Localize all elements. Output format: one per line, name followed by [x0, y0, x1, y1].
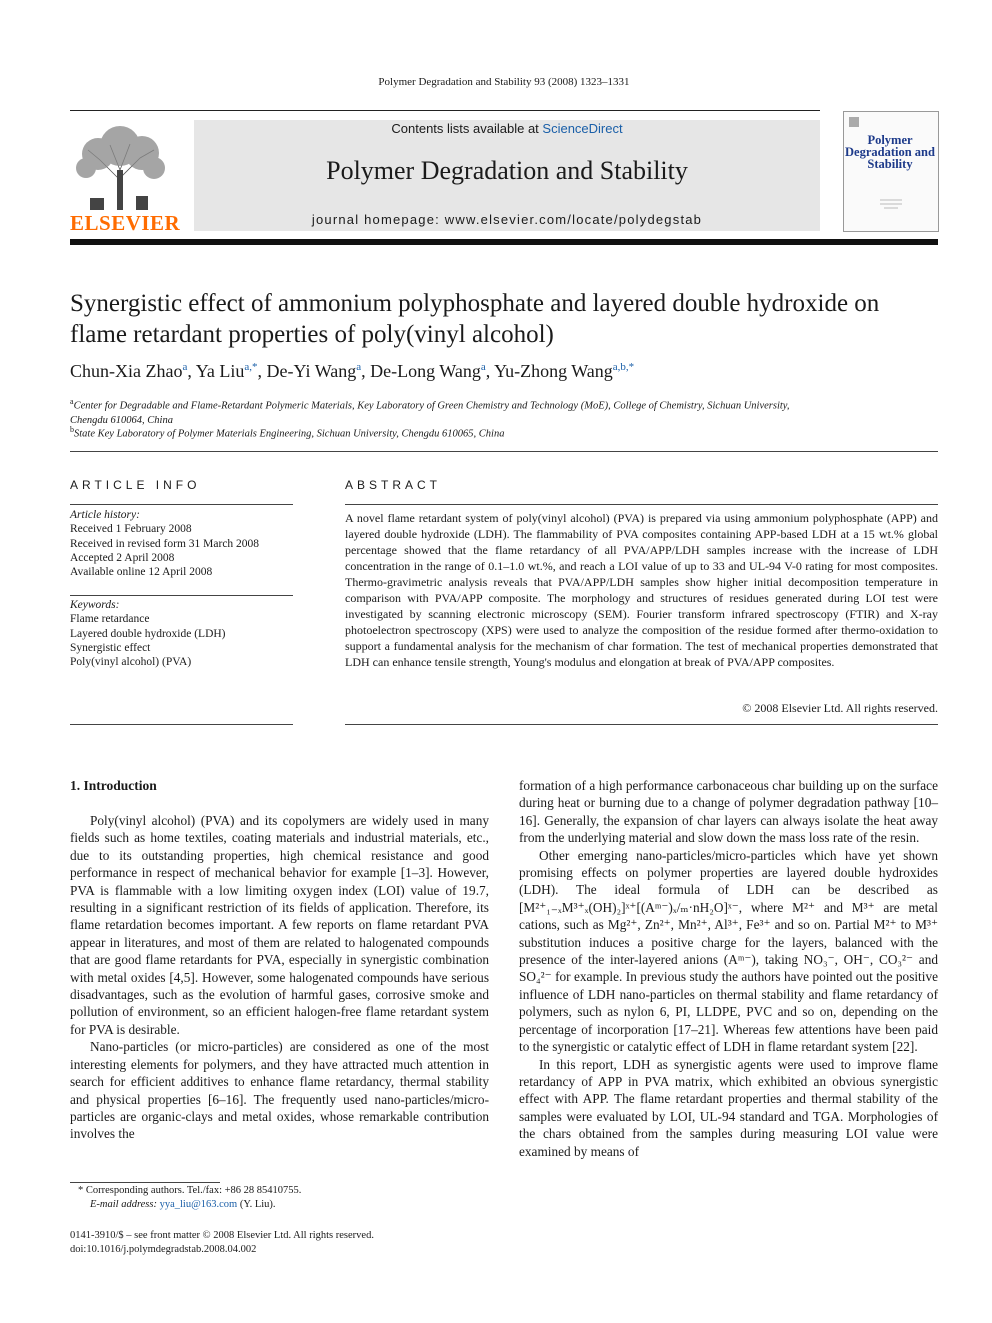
affiliation-line: Center for Degradable and Flame-Retardant Polymeric Materials, Key Laboratory of Green Chemistry and Technology (MoE), College of Chemistry, Sichuan University, — [73, 400, 790, 412]
keyword: Flame retardance — [70, 613, 150, 626]
body-paragraph: Nano-particles (or micro-particles) are considered as one of the most interesting elements for polymers, and they have attracted much attention in search for efficient additives to enhance flame retardancy, thermal stability and physical properties [6–16]. The frequently used nano-particles/micro-particles are organic-clays and metal oxides, whose remarkable contribution involves the — [70, 1039, 489, 1142]
affiliation-line: State Key Laboratory of Polymer Materials Engineering, Sichuan University, Chengdu 610065, China — [74, 428, 505, 440]
author-sup[interactable]: a,* — [244, 361, 258, 373]
history-item: Received 1 February 2008 — [70, 523, 192, 536]
article-history — [70, 508, 293, 579]
abstract-text: A novel flame retardant system of poly(vinyl alcohol) (PVA) is prepared via using ammonium polyphosphate (APP) and layered double hydroxide (LDH). The flammability of PVA composites containing APP-based LDH at a 15 wt.% global percentage showed that the flame retardancy of all PVA/APP/LDH samples increase with the increase of LDH concentration in the range of 0.1–1.0 wt.%, and reach a LOI value of up to 33 and UL-94 V-0 rating for most composites. Thermo-gravimetric analysis reveals that PVA/APP/LDH samples show higher initial decomposition temperature in comparison with PVA/APP composite. The morphology and structures of residues generated during LOI test were investigated by scanning electronic microscopy (SEM). Fourier transform infrared spectroscopy (FTIR) and X-ray photoelectron spectroscopy (XPS) were used to analyze the composition of the residue formed after thermo-oxidation to support a fundamental analysis for the mechanism of char formation. The test of mechanical properties demonstrated that LDH can enhance tensile strength, Young's modulus and elongation at break of PVA/APP composites. — [345, 511, 938, 669]
author-list: Chun-Xia Zhao$^a$, Ya Liu$^{a,*}$, De-Yi Wang$^a$, De-Long Wang$^a$, Yu-Zhong Wang$^{a,b,*}$ — [70, 361, 635, 381]
journal-homepage — [194, 212, 820, 227]
affiliation-line: Chengdu 610064, China — [70, 414, 173, 426]
keywords-label: Keywords: — [70, 599, 120, 611]
keyword: Synergistic effect — [70, 641, 151, 654]
body-paragraph: In this report, LDH as synergistic agents were used to improve flame retardancy of APP in PVA matrix, which exhibited an obvious synergistic effect with APP. The flame retardant properties and thermal stability of the samples were evaluated by LOI, UL-94 standard and TGA. Morphologies of the chars obtained from the samples during measuring LOI value were examined by means of — [519, 1056, 938, 1159]
footnote-rule — [70, 1182, 220, 1183]
body-paragraph: Poly(vinyl alcohol) (PVA) and its copolymers are widely used in many fields such as home textiles, coating materials and industrial materials, etc., due to its outstanding properties, high chemical resistance and good performance in respect of mechanical behavior for example [1–3]. However, PVA is flammable with a low limiting oxygen index (LOI) value of 19.7, resulting in a significant restriction of its fields of application. Therefore, its flame retardation becomes important. A few reports on flame retardant PVA appear in literatures, and most of them are related to halogenated compounds that are good flame retardants for PVA, especially in synergistic combination with metal oxides [4,5]. However, some halogenated compounds have serious disadvantages, such as the evolution of harmful gases, corrosive smoke and pollution of environment, so an efficient halogen-free flame retardant system for PVA is desirable. — [70, 813, 489, 1037]
contents-prefix: Contents lists available at — [391, 121, 543, 136]
history-item: Available online 12 April 2008 — [70, 566, 213, 579]
paragraph-text: Other emerging nano-particles/micro-particles which have yet shown promising effects on polymer properties are layered double hydroxides (LDH). The ideal formula of LDH can be described as — [519, 847, 938, 898]
corresponding-footnote: * Corresponding authors. Tel./fax: +86 28 85410755. — [78, 1185, 302, 1196]
journal-title: Polymer Degradation and Stability — [326, 156, 688, 185]
body-paragraph — [519, 847, 938, 1056]
author-name: Ya Liu — [195, 361, 245, 381]
body-left-column — [70, 812, 489, 1143]
body-right-column — [519, 777, 938, 1160]
history-label: Article history: — [70, 509, 140, 521]
journal-cover-icon — [843, 111, 939, 232]
publisher-logo: ELSEVIER — [70, 211, 181, 235]
history-item: Received in revised form 31 March 2008 — [70, 537, 260, 550]
keywords-rule — [70, 595, 293, 596]
contents-line — [194, 121, 820, 136]
email-link[interactable]: yya_liu@163.com — [159, 1199, 238, 1210]
author-sup[interactable]: a — [356, 361, 362, 373]
homepage-url[interactable]: www.elsevier.com/locate/polydegstab — [444, 212, 703, 227]
author-sup[interactable]: a — [480, 361, 486, 373]
article-info-rule — [70, 504, 293, 505]
affiliation-mark: b — [70, 425, 74, 434]
email-suffix: (Y. Liu). — [237, 1199, 276, 1210]
paper-title: Synergistic effect of ammonium polyphosphate and layered double hydroxide on flame retardant properties of poly(vinyl alcohol) — [70, 290, 880, 348]
header-rule-thick — [70, 239, 938, 245]
author-name: Chun-Xia Zhao — [70, 361, 183, 381]
header-rule-thin — [70, 110, 820, 111]
ldh-formula: [M²⁺₁₋ₓM³⁺ₓ(OH)₂]ˣ⁺[(Aᵐ⁻)ₓ/ₘ·nH₂O]ˣ⁻, — [519, 899, 743, 915]
keyword: Poly(vinyl alcohol) (PVA) — [70, 656, 192, 669]
email-label: E-mail address: — [90, 1199, 160, 1210]
author-name: De-Long Wang — [370, 361, 481, 381]
abstract-heading: ABSTRACT — [345, 478, 442, 492]
section-heading-introduction: 1. Introduction — [70, 778, 157, 793]
doi-line[interactable]: doi:10.1016/j.polymdegradstab.2008.04.002 — [70, 1244, 257, 1255]
cover-title: Polymer Degradation and Stability — [845, 133, 935, 171]
abstract-copyright: © 2008 Elsevier Ltd. All rights reserved. — [742, 701, 938, 715]
info-bottom-rule — [70, 724, 293, 725]
title-rule — [70, 451, 938, 452]
paragraph-text: where M²⁺ and M³⁺ are metal cations, such as Mg²⁺, Zn²⁺, Mn²⁺, Al³⁺, Fe³⁺ and so on. Partial M²⁺ to M³⁺ substitution induces a positive charge for the layers, balanced with the presence of the inter-layered anions (Aᵐ⁻), taking NO₃⁻, OH⁻, CO₃²⁻ and SO₄²⁻ for example. In previous study the authors have pointed out the positive influence of LDH nano-particles on thermal stability and flame retardancy of polymers, such as nylon 6, PI, LLDPE, PVC and so on, depending on the percentage of incorporation [17–21]. Whereas few attentions have been paid to the synergistic or catalytic effect of LDH in flame retardant system [22]. — [519, 899, 939, 1055]
journal-citation: Polymer Degradation and Stability 93 (2008) 1323–1331 — [378, 76, 630, 88]
abstract-rule — [345, 504, 938, 505]
keywords — [70, 598, 293, 669]
author-sup[interactable]: a — [182, 361, 188, 373]
sciencedirect-link[interactable]: ScienceDirect — [542, 121, 623, 136]
author-name: De-Yi Wang — [266, 361, 357, 381]
keyword: Layered double hydroxide (LDH) — [70, 627, 226, 640]
author-name: Yu-Zhong Wang — [494, 361, 613, 381]
homepage-prefix: journal homepage: — [311, 212, 445, 227]
issn-line: 0141-3910/$ – see front matter © 2008 Elsevier Ltd. All rights reserved. — [70, 1230, 374, 1241]
affiliation-b — [70, 423, 940, 442]
affiliation-mark: a — [70, 397, 74, 406]
email-footnote — [90, 1198, 520, 1212]
author-sup[interactable]: a,b,* — [612, 361, 635, 373]
abstract-bottom-rule — [345, 724, 938, 725]
article-info-heading: ARTICLE INFO — [70, 478, 201, 492]
body-paragraph: formation of a high performance carbonaceous char building up on the surface during heat or burning due to a change of polymer degradation pathway [10–16]. Generally, the expansion of char layers can always isolate the heat away from the underlying material and slow down the mass loss rate of the resin. — [519, 778, 938, 846]
history-item: Accepted 2 April 2008 — [70, 551, 175, 564]
